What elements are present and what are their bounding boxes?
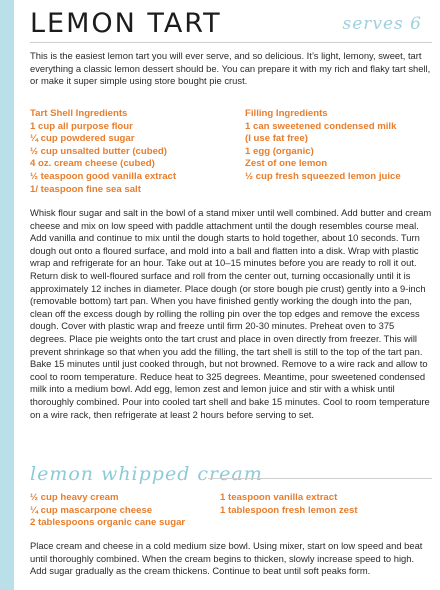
cream-ingredients-right (220, 492, 432, 517)
ingredient-item: 1 egg (organic) (245, 145, 314, 157)
intro-section (30, 50, 432, 88)
ingredient-item: 4 oz. cream cheese (cubed) (30, 158, 155, 170)
ingredient-item: 1 cup all purpose flour (30, 120, 133, 132)
ingredient-item: ½ cup heavy cream (30, 492, 119, 503)
filling-ingredients (245, 108, 432, 184)
ingredient-item: (I use fat free) (245, 133, 308, 145)
cream-ingredients-left (30, 492, 220, 530)
ingredient-item: 1 teaspoon vanilla extract (220, 492, 338, 503)
ingredient-item: ¼ cup mascarpone cheese (30, 504, 153, 516)
ingredient-item: ¼ cup powdered sugar (30, 133, 135, 145)
filling-heading: Filling Ingredients (245, 108, 328, 119)
recipe-title: LEMON TART (30, 8, 222, 39)
cream-method-paragraph: Place cream and cheese in a cold medium size bowl. Using mixer, start on low speed and beat until thoroughly combined. When the cream begins to thicken, slowly increase speed to high. Add sugar gradually as the cream thickens. Continue to beat until soft peaks form. (30, 540, 423, 577)
method-paragraph: Whisk flour sugar and salt in the bowl of a stand mixer until well combined. Add butter and cream cheese and mix on low speed with paddle attachment until the dough resembles course meal. Add vanilla and continue to mix until the dough starts to hold together, about 10 seconds. Turn dough out onto a floured surface, and mold into a ball and flatten into a disk. Wrap with plastic wrap and refrigerate for an hour. Take out at 10–15 minutes before you are ready to roll it out. Return disk to well-floured surface and roll from the center out, turning occasionally until it is approximately 12 inches in diameter. Place dough (or store bough pie crust) gently into a 9-inch (removable bottom) tart pan. When you have finished gently working the dough into the pan, clean off the excess dough by rolling the rolling pin over the top edges and remove the excess dough. Cover with plastic wrap and freeze until firm 20-30 minutes. Preheat oven to 375 degrees. Place pie weights onto the tart crust and place in oven directly from freezer. This will prevent shrinkage so that when you add the filling, the tart shell is still to the top of the tart pan. Bake 15 minutes until just cooked through, but not browned. Remove to a wire rack and allow to cool to room temperature. Reduce heat to 325 degrees. Meantime, pour sweetened condensed milk into a medium bowl. Add egg, lemon zest and lemon juice and stir with a whisk until thoroughly combined. Pour into cooled tart shell and bake 15 minutes. Cool to room temperature on a wire rack, then refrigerate at least 2 hours before serving to set. (30, 207, 432, 420)
ingredient-item: ½ teaspoon good vanilla extract (30, 170, 177, 182)
ingredient-item: 1/ teaspoon fine sea salt (30, 183, 141, 195)
ingredient-item: Zest of one lemon (245, 158, 328, 170)
ingredient-item: ½ cup fresh squeezed lemon juice (245, 170, 401, 182)
ingredient-item: 2 tablespoons organic cane sugar (30, 517, 186, 529)
ingredient-item: ½ cup unsalted butter (cubed) (30, 145, 167, 157)
recipe-page (30, 0, 432, 590)
intro-paragraph: This is the easiest lemon tart you will ever serve, and so delicious. It’s light, lemony, sweet, tart everything a classic lemon dessert should be. You can prepare it with my rich and flaky tart shell, or make it super simple using store bought pie crust. (30, 50, 431, 87)
whipped-cream-method (30, 540, 432, 578)
decorative-side-bar (0, 0, 14, 590)
ingredient-item: 1 can sweetened condensed milk (245, 120, 397, 132)
tart-method (30, 207, 432, 421)
whipped-cream-divider (208, 478, 432, 479)
tart-shell-heading: Tart Shell Ingredients (30, 108, 128, 119)
title-divider (30, 42, 432, 43)
serves-label: serves 6 (342, 14, 422, 34)
whipped-cream-title: lemon whipped cream (30, 463, 263, 485)
ingredient-item: 1 tablespoon fresh lemon zest (220, 504, 358, 516)
tart-shell-ingredients (30, 108, 240, 196)
